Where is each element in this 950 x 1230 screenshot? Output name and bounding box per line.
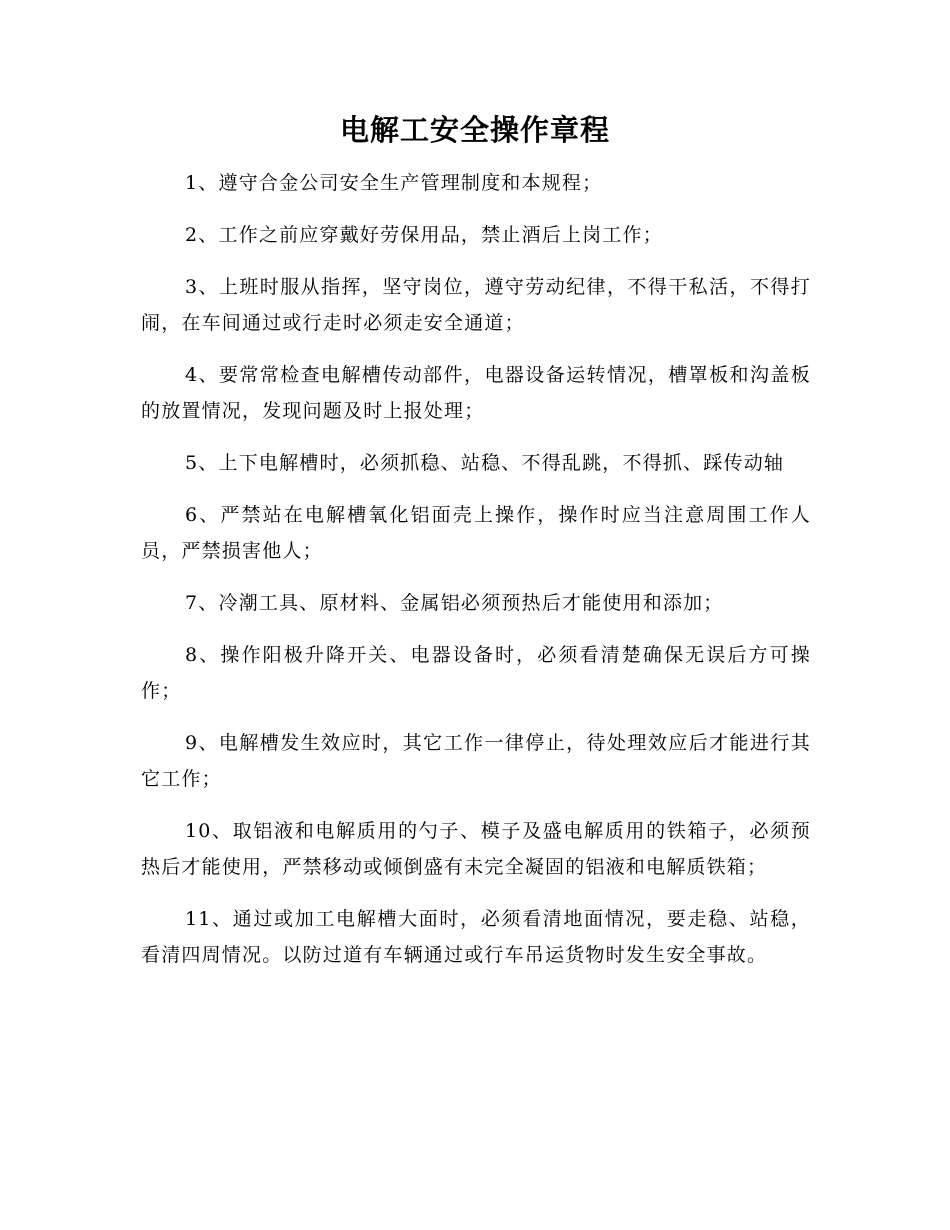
regulation-item-3: 3、上班时服从指挥，坚守岗位，遵守劳动纪律，不得干私活，不得打闹，在车间通过或行走时必须走安全通道； <box>141 276 811 334</box>
regulation-item-9: 9、电解槽发生效应时，其它工作一律停止，待处理效应后才能进行其它工作； <box>141 732 811 790</box>
regulation-item-6: 6、严禁站在电解槽氧化铝面壳上操作，操作时应当注意周围工作人员，严禁损害他人； <box>141 504 811 562</box>
regulation-item-4: 4、要常常检查电解槽传动部件，电器设备运转情况，槽罩板和沟盖板的放置情况，发现问题及时上报处理； <box>141 364 811 422</box>
regulation-item-1: 1、遵守合金公司安全生产管理制度和本规程； <box>185 172 603 194</box>
regulation-item-11: 11、通过或加工电解槽大面时，必须看清地面情况，要走稳、站稳，看清四周情况。以防过道有车辆通过或行车吊运货物时发生安全事故。 <box>141 908 811 966</box>
regulation-item-7: 7、冷潮工具、原材料、金属铝必须预热后才能使用和添加； <box>185 592 724 614</box>
document-title: 电解工安全操作章程 <box>339 113 610 147</box>
document-body <box>141 165 811 989</box>
regulation-item-2: 2、工作之前应穿戴好劳保用品，禁止酒后上岗工作； <box>185 224 663 246</box>
regulation-item-8: 8、操作阳极升降开关、电器设备时，必须看清楚确保无误后方可操作； <box>141 644 811 702</box>
regulation-item-5: 5、上下电解槽时，必须抓稳、站稳、不得乱跳，不得抓、踩传动轴 <box>185 452 785 474</box>
regulation-item-10: 10、取铝液和电解质用的勺子、模子及盛电解质用的铁箱子，必须预热后才能使用，严禁移动或倾倒盛有未完全凝固的铝液和电解质铁箱； <box>141 820 811 878</box>
